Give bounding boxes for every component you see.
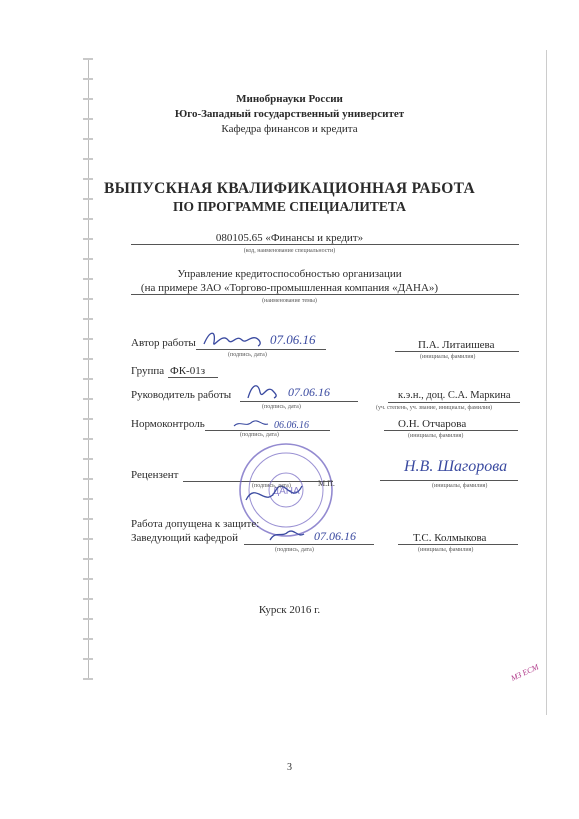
department-name: Кафедра финансов и кредита bbox=[221, 123, 358, 135]
reviewer-handwritten-name: Н.В. Шагорова bbox=[404, 458, 508, 475]
reviewer-name-caption: (инициалы, фамилия) bbox=[432, 483, 488, 489]
ministry-name: Минобрнауки России bbox=[236, 93, 343, 105]
specialty-underline bbox=[131, 244, 519, 245]
specialty-caption: (код, наименование специальности) bbox=[243, 248, 336, 254]
author-name: П.А. Литаишева bbox=[418, 339, 495, 351]
normcontrol-label: Нормоконтроль bbox=[131, 418, 205, 430]
topic-line-2: (на примере ЗАО «Торгово-промышленная компания «ДАНА») bbox=[140, 282, 439, 294]
department-head-sign-caption: (подпись, дата) bbox=[275, 547, 314, 553]
author-name-caption: (инициалы, фамилия) bbox=[420, 354, 476, 360]
department-head-name-underline bbox=[398, 544, 518, 545]
reviewer-sign-caption: (подпись, дата) bbox=[252, 483, 291, 489]
seal-text: ДАНА bbox=[272, 486, 300, 497]
city-year: Курск 2016 г. bbox=[258, 604, 321, 616]
normcontrol-name-underline bbox=[384, 430, 518, 431]
university-name: Юго-Западный государственный университет bbox=[174, 108, 405, 120]
department-head-signature-date: 07.06.16 bbox=[314, 529, 356, 543]
department-head-name: Т.С. Колмыкова bbox=[413, 532, 487, 544]
department-head-name-caption: (инициалы, фамилия) bbox=[418, 547, 474, 553]
document-title: ВЫПУСКНАЯ КВАЛИФИКАЦИОННАЯ РАБОТА bbox=[103, 180, 476, 197]
supervisor-sign-caption: (подпись, дата) bbox=[262, 404, 301, 410]
supervisor-name-underline bbox=[388, 402, 520, 403]
reviewer-label: Рецензент bbox=[131, 469, 179, 481]
normcontrol-name: О.Н. Отчарова bbox=[398, 418, 467, 430]
author-label: Автор работы bbox=[131, 337, 196, 349]
department-head-label: Заведующий кафедрой bbox=[131, 532, 238, 544]
margin-handwritten-note: МЗ ЕСМ bbox=[509, 662, 541, 683]
normcontrol-sign-caption: (подпись, дата) bbox=[240, 432, 279, 438]
group-value: ФК-01з bbox=[170, 365, 206, 377]
supervisor-label: Руководитель работы bbox=[131, 389, 232, 401]
supervisor-signature-date: 07.06.16 bbox=[288, 385, 330, 399]
document-subtitle: ПО ПРОГРАММЕ СПЕЦИАЛИТЕТА bbox=[173, 199, 406, 214]
reviewer-stamp-mark: М.П. bbox=[318, 479, 335, 488]
reviewer-name-underline bbox=[380, 480, 518, 481]
page-number: 3 bbox=[287, 762, 292, 773]
supervisor-name-caption: (уч. степень, уч. звание, инициалы, фамилия) bbox=[376, 405, 492, 411]
author-sign-caption: (подпись, дата) bbox=[228, 352, 267, 358]
normcontrol-signature bbox=[232, 414, 332, 434]
author-name-underline bbox=[395, 351, 519, 352]
author-signature bbox=[200, 326, 340, 352]
binding-strip bbox=[88, 58, 97, 678]
normcontrol-signature-date: 06.06.16 bbox=[274, 420, 309, 431]
supervisor-name: к.э.н., доц. С.А. Маркина bbox=[398, 390, 511, 401]
supervisor-signature bbox=[244, 378, 364, 404]
group-underline bbox=[168, 377, 218, 378]
specialty-value: 080105.65 «Финансы и кредит» bbox=[215, 232, 364, 244]
admission-text: Работа допущена к защите: bbox=[131, 518, 260, 530]
normcontrol-name-caption: (инициалы, фамилия) bbox=[408, 433, 464, 439]
topic-line-1: Управление кредитоспособностью организации bbox=[177, 268, 402, 280]
topic-underline bbox=[131, 294, 519, 295]
group-label: Группа bbox=[131, 365, 165, 377]
department-head-signature bbox=[268, 522, 388, 548]
topic-caption: (наименование темы) bbox=[262, 298, 317, 304]
author-signature-date: 07.06.16 bbox=[270, 332, 316, 347]
